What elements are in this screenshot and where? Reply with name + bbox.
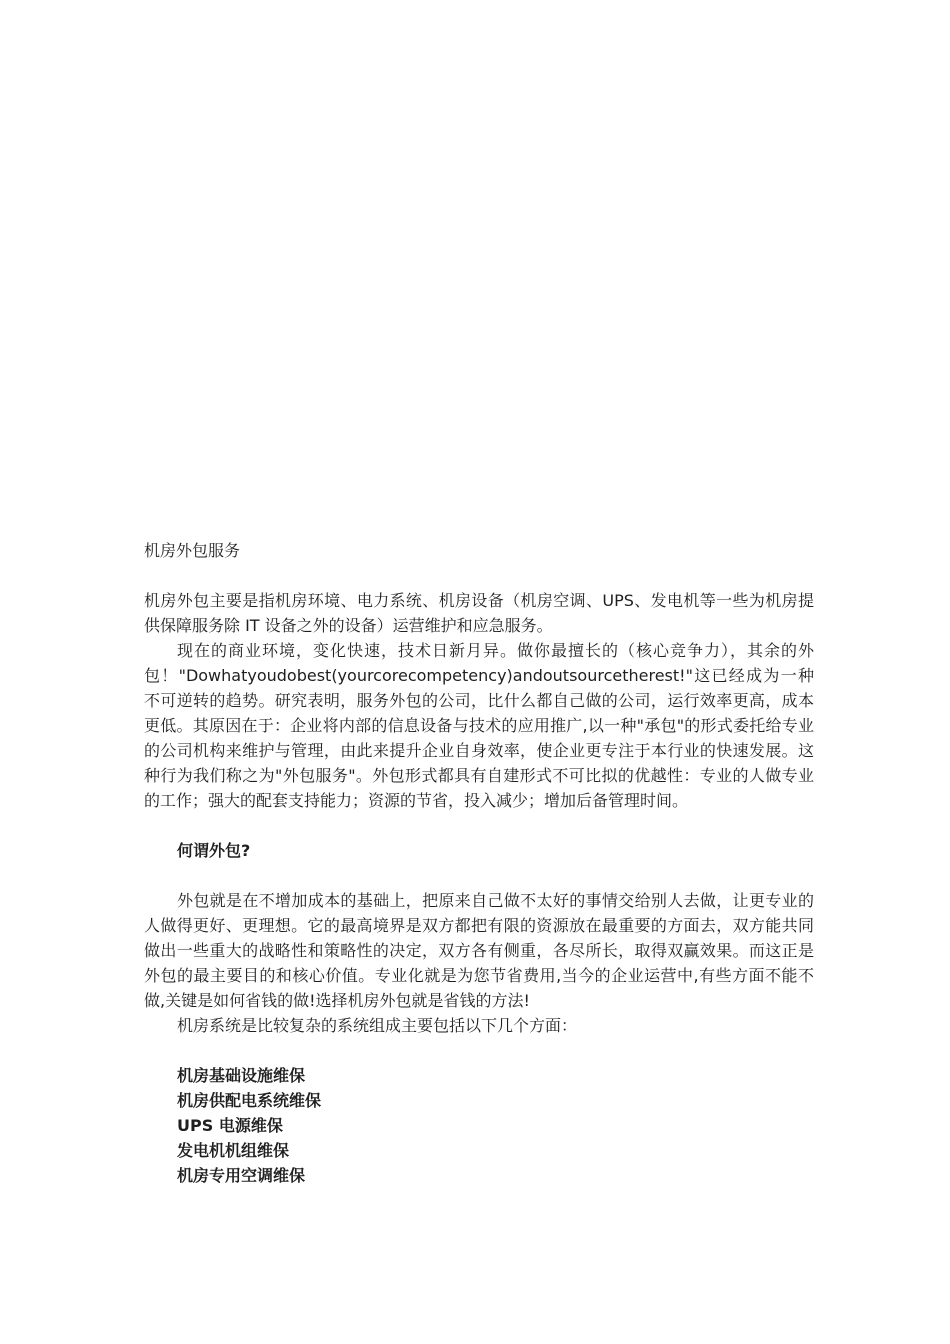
list-item: 发电机机组维保 bbox=[177, 1141, 290, 1160]
section-heading: 何谓外包? bbox=[177, 841, 251, 860]
document-title: 机房外包服务 bbox=[144, 541, 241, 560]
list-item: 机房供配电系统维保 bbox=[177, 1091, 322, 1110]
list-item: 机房专用空调维保 bbox=[177, 1166, 306, 1185]
list-item: 机房基础设施维保 bbox=[177, 1066, 306, 1085]
maintenance-list bbox=[144, 1063, 814, 1188]
system-overview-paragraph: 机房系统是比较复杂的系统组成主要包括以下几个方面： bbox=[177, 1016, 578, 1035]
business-environment-paragraph: 现在的商业环境，变化快速，技术日新月异。做你最擅长的（核心竞争力），其余的外包！"Dowhatyoudobest(yourcorecompetency)andoutsourcetherest!"这已经成为一种不可逆转的趋势。研究表明，服务外包的公司，比什么都自己做的公司，运行效率更高，成本更低。其原因在于：企业将内部的信息设备与技术的应用推广,以一种"承包"的形式委托给专业的公司机构来维护与管理，由此来提升企业自身效率，使企业更专注于本行业的快速发展。这种行为我们称之为"外包服务"。外包形式都具有自建形式不可比拟的优越性：专业的人做专业的工作；强大的配套支持能力；资源的节省，投入减少；增加后备管理时间。 bbox=[144, 641, 814, 810]
document-body bbox=[144, 538, 814, 1188]
intro-paragraph: 机房外包主要是指机房环境、电力系统、机房设备（机房空调、UPS、发电机等一些为机房提供保障服务除 IT 设备之外的设备）运营维护和应急服务。 bbox=[144, 591, 814, 635]
outsourcing-definition-paragraph: 外包就是在不增加成本的基础上，把原来自己做不太好的事情交给别人去做，让更专业的人做得更好、更理想。它的最高境界是双方都把有限的资源放在最重要的方面去，双方能共同做出一些重大的战略性和策略性的决定，双方各有侧重，各尽所长，取得双赢效果。而这正是外包的最主要目的和核心价值。专业化就是为您节省费用,当今的企业运营中,有些方面不能不做,关键是如何省钱的做!选择机房外包就是省钱的方法! bbox=[144, 891, 814, 1010]
list-item: UPS 电源维保 bbox=[177, 1116, 283, 1135]
